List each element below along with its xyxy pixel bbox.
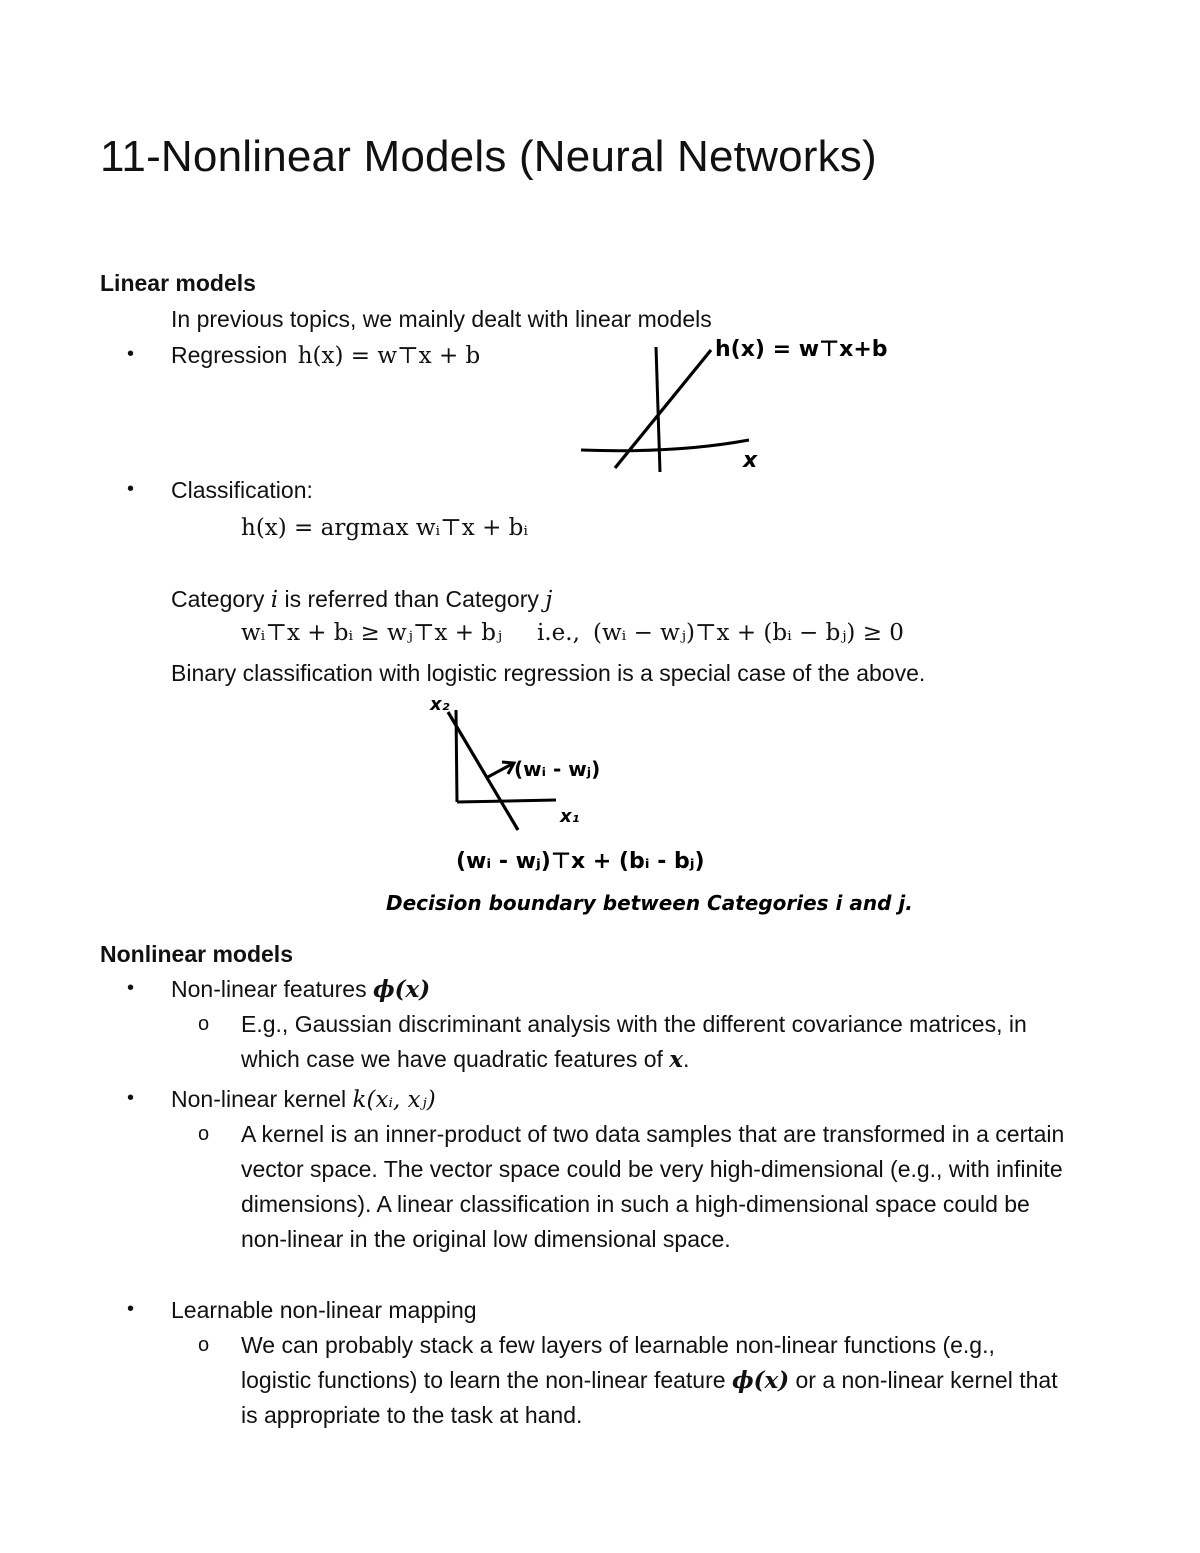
category-i: i bbox=[270, 587, 279, 613]
boundary-caption: Decision boundary between Categories i and j. bbox=[386, 891, 913, 915]
sub-bullet-1: o bbox=[198, 1013, 210, 1035]
learnable-mapping-sub-math: ϕ(x) bbox=[731, 1367, 790, 1394]
nonlinear-features-math: ϕ(x) bbox=[373, 976, 431, 1003]
nonlinear-kernel-math: k(xᵢ, xⱼ) bbox=[352, 1087, 436, 1113]
bullet-classification: • bbox=[127, 478, 135, 500]
nonlinear-features-sub bbox=[241, 1007, 1031, 1077]
linear-intro: In previous topics, we mainly dealt with linear models bbox=[171, 306, 712, 332]
nonlinear-kernel-item bbox=[171, 1082, 436, 1118]
bullet-nonlinear-kernel: • bbox=[127, 1087, 135, 1109]
nonlinear-features-sub-end: . bbox=[683, 1046, 690, 1072]
regression-sketch bbox=[575, 332, 888, 482]
inequality-ie: i.e., bbox=[537, 620, 580, 646]
regression-label: Regression bbox=[171, 342, 288, 368]
nonlinear-features-sub-math: x bbox=[669, 1046, 684, 1073]
boundary-formula: (wᵢ - wⱼ)⊤x + (bᵢ - bⱼ) bbox=[456, 849, 705, 874]
nonlinear-features-item bbox=[171, 972, 430, 1007]
nonlinear-features-label: Non-linear features bbox=[171, 976, 367, 1002]
boundary-line bbox=[448, 712, 518, 830]
sketch-curve-label: h(x) = w⊤x+b bbox=[715, 337, 888, 362]
learnable-mapping-label: Learnable non-linear mapping bbox=[171, 1297, 477, 1323]
sub-bullet-3: o bbox=[198, 1334, 210, 1356]
bullet-learnable-mapping: • bbox=[127, 1298, 135, 1320]
inequality-left: wᵢ⊤x + bᵢ ≥ wⱼ⊤x + bⱼ bbox=[241, 620, 503, 646]
category-line-prefix: Category bbox=[171, 586, 265, 612]
decision-boundary-sketch bbox=[378, 692, 913, 932]
nonlinear-kernel-label: Non-linear kernel bbox=[171, 1086, 347, 1112]
regression-item bbox=[171, 338, 480, 374]
learnable-mapping-sub-a: We can probably stack a few layers of learnable non-linear functions (e.g., logistic functions) to learn the non-linear feature bbox=[241, 1332, 995, 1393]
boundary-y-label: x₂ bbox=[430, 694, 450, 715]
section-heading-linear: Linear models bbox=[100, 270, 256, 296]
learnable-mapping-sub-b: or a non-linear kernel that is appropriate to the task at hand. bbox=[241, 1367, 1058, 1428]
section-heading-nonlinear: Nonlinear models bbox=[100, 941, 293, 967]
category-line-mid: is referred than Category bbox=[284, 586, 539, 612]
nonlinear-kernel-sub: A kernel is an inner-product of two data samples that are transformed in a certain vector space. The vector space could be very high-dimensional (e.g., with infinite dimensions). A linear classification in such a high-dimensional space could be non-linear in the original low dimensional space. bbox=[241, 1121, 1065, 1252]
regression-formula: h(x) = w⊤x + b bbox=[297, 343, 481, 369]
page-title: 11-Nonlinear Models (Neural Networks) bbox=[100, 132, 877, 181]
sketch-axis-label: x bbox=[743, 448, 758, 473]
normal-label: (wᵢ - wⱼ) bbox=[514, 757, 601, 781]
sketch-y-axis bbox=[656, 347, 660, 472]
bullet-nonlinear-features: • bbox=[127, 977, 135, 999]
boundary-x-axis bbox=[457, 800, 556, 802]
category-line bbox=[171, 582, 552, 618]
inequality-right: (wᵢ − wⱼ)⊤x + (bᵢ − bⱼ) ≥ 0 bbox=[593, 620, 904, 646]
bullet-regression: • bbox=[127, 343, 135, 365]
nonlinear-features-sub-text: E.g., Gaussian discriminant analysis with the different covariance matrices, in which case we have quadratic features of bbox=[241, 1011, 1027, 1072]
classification-label: Classification: bbox=[171, 477, 313, 503]
binary-note: Binary classification with logistic regression is a special case of the above. bbox=[171, 660, 926, 686]
classification-formula: h(x) = argmax wᵢ⊤x + bᵢ bbox=[241, 515, 529, 541]
learnable-mapping-sub bbox=[241, 1328, 1071, 1433]
sub-bullet-2: o bbox=[198, 1123, 210, 1145]
category-j: j bbox=[545, 587, 553, 613]
sketch-x-axis bbox=[581, 440, 749, 451]
boundary-x-label: x₁ bbox=[560, 806, 580, 827]
